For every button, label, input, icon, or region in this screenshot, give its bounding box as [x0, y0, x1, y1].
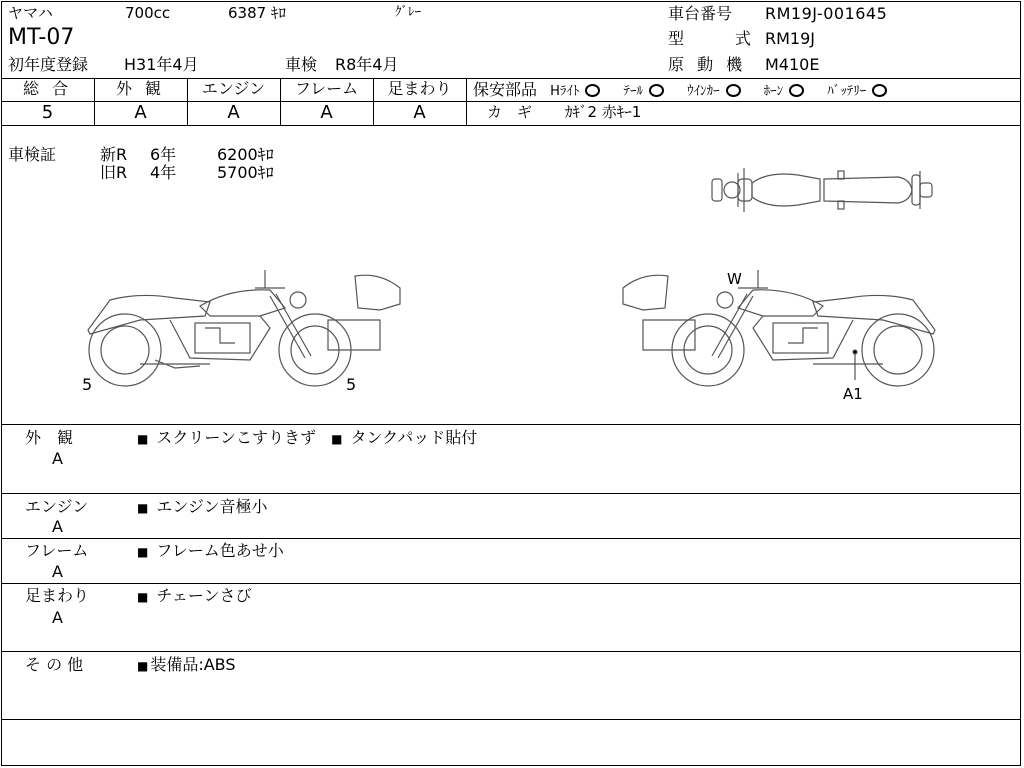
grade-header-suspension: 足まわり: [387, 79, 452, 98]
remarks-line: [1, 493, 1021, 494]
first-registration-label: 初年度登録: [8, 55, 89, 74]
remark-note: チェーンさび: [156, 586, 252, 605]
grade-divider: [466, 78, 467, 125]
maker: ヤマハ: [8, 4, 53, 22]
remark-note: タンクパッド貼付: [350, 428, 478, 447]
left-front-damage-mark: 5: [346, 375, 357, 394]
bullet-square-icon: ■: [137, 501, 149, 515]
remark-category-suspension: 足まわり: [25, 586, 90, 605]
certificate-old-year: 4年: [150, 163, 177, 182]
certificate-old-label: 旧R: [100, 163, 128, 182]
grade-header-frame: フレーム: [294, 79, 359, 98]
remark-notes-other: [137, 657, 236, 673]
certificate-new-year: 6年: [150, 145, 177, 164]
type-label-1: 型: [668, 29, 685, 48]
motorcycle-left-side-diagram: [80, 268, 405, 388]
remark-category-exterior: 外 観: [25, 428, 74, 447]
safety-headlight: Hﾗｲﾄ: [550, 84, 580, 99]
grade-exterior: A: [134, 102, 147, 123]
bullet-square-icon: ■: [331, 432, 343, 446]
remark-notes-exterior: [137, 430, 477, 446]
remarks-line: [1, 651, 1021, 652]
frame-no-value: RM19J-001645: [765, 4, 888, 23]
type-value: RM19J: [765, 29, 815, 48]
displacement: 700cc: [125, 4, 171, 22]
grade-table-bottom: [1, 125, 1021, 126]
motorcycle-right-side-diagram: [618, 268, 943, 388]
remarks-line: [1, 538, 1021, 539]
grade-frame: A: [320, 102, 333, 123]
frame-no-label: 車台番号: [668, 4, 733, 23]
engine-value: M410E: [765, 55, 820, 74]
safety-label: 保安部品: [473, 80, 538, 99]
motorcycle-top-view-diagram: [708, 165, 938, 215]
remark-grade-frame: A: [52, 562, 63, 581]
bullet-square-icon: ■: [137, 545, 149, 559]
bullet-square-icon: ■: [137, 432, 149, 446]
safety-winker: ｳｲﾝｶｰ: [687, 84, 720, 99]
remark-category-other: そ の 他: [25, 655, 84, 674]
remark-note: フレーム色あせ小: [156, 541, 284, 560]
inspection-value: R8年4月: [335, 55, 399, 74]
ok-circle-icon: [872, 84, 887, 97]
remark-grade-exterior: A: [52, 449, 63, 468]
ok-circle-icon: [585, 84, 600, 97]
remark-category-frame: フレーム: [25, 541, 89, 560]
remarks-top-line: [1, 424, 1021, 425]
bullet-square-icon: ■: [137, 590, 149, 604]
grade-header-overall: 総 合: [22, 79, 73, 98]
ok-circle-icon: [789, 84, 804, 97]
certificate-old-km: 5700ｷﾛ: [217, 163, 274, 182]
left-rear-damage-mark: 5: [82, 375, 93, 394]
remark-note: エンジン音極小: [156, 497, 268, 516]
grade-header-exterior: 外 観: [115, 79, 166, 98]
grade-header-engine: エンジン: [201, 79, 266, 98]
remark-grade-suspension: A: [52, 608, 63, 627]
ok-circle-icon: [726, 84, 741, 97]
ok-circle-icon: [649, 84, 664, 97]
grade-overall: 5: [41, 102, 54, 123]
mileage: 6387 ｷﾛ: [228, 4, 286, 22]
remark-note: スクリーンこすりきず: [156, 428, 317, 447]
certificate-label: 車検証: [8, 145, 57, 164]
key-value: ｶｷﾞ2 赤ｷｰ1: [565, 103, 642, 121]
inspection-label: 車検: [285, 55, 318, 74]
remark-notes-engine: [137, 499, 268, 515]
certificate-new-km: 6200ｷﾛ: [217, 145, 274, 164]
safety-battery: ﾊﾞｯﾃﾘｰ: [827, 84, 867, 99]
grade-engine: A: [227, 102, 240, 123]
remarks-line: [1, 719, 1021, 720]
engine-label: 原 動 機: [668, 55, 747, 74]
color: ｸﾞﾚｰ: [395, 5, 421, 20]
bullet-square-icon: ■: [137, 659, 149, 673]
remarks-line: [1, 583, 1021, 584]
grade-table-mid: [1, 101, 1021, 102]
remark-note: 装備品:ABS: [150, 655, 236, 674]
remark-grade-engine: A: [52, 517, 63, 536]
safety-taillight: ﾃｰﾙ: [623, 84, 643, 99]
certificate-new-label: 新R: [100, 145, 128, 164]
right-handle-damage-mark: W: [727, 270, 742, 288]
grade-suspension: A: [413, 102, 426, 123]
remark-notes-suspension: [137, 588, 252, 604]
remark-category-engine: エンジン: [25, 497, 89, 516]
model-name: MT-07: [8, 25, 75, 50]
key-label: カ ギ: [487, 103, 533, 121]
safety-horn: ﾎｰﾝ: [763, 84, 784, 99]
first-registration-value: H31年4月: [124, 55, 199, 74]
type-label-2: 式: [735, 29, 752, 48]
right-engine-damage-mark: A1: [843, 385, 863, 403]
remark-notes-frame: [137, 543, 284, 559]
safety-parts: [473, 82, 893, 98]
